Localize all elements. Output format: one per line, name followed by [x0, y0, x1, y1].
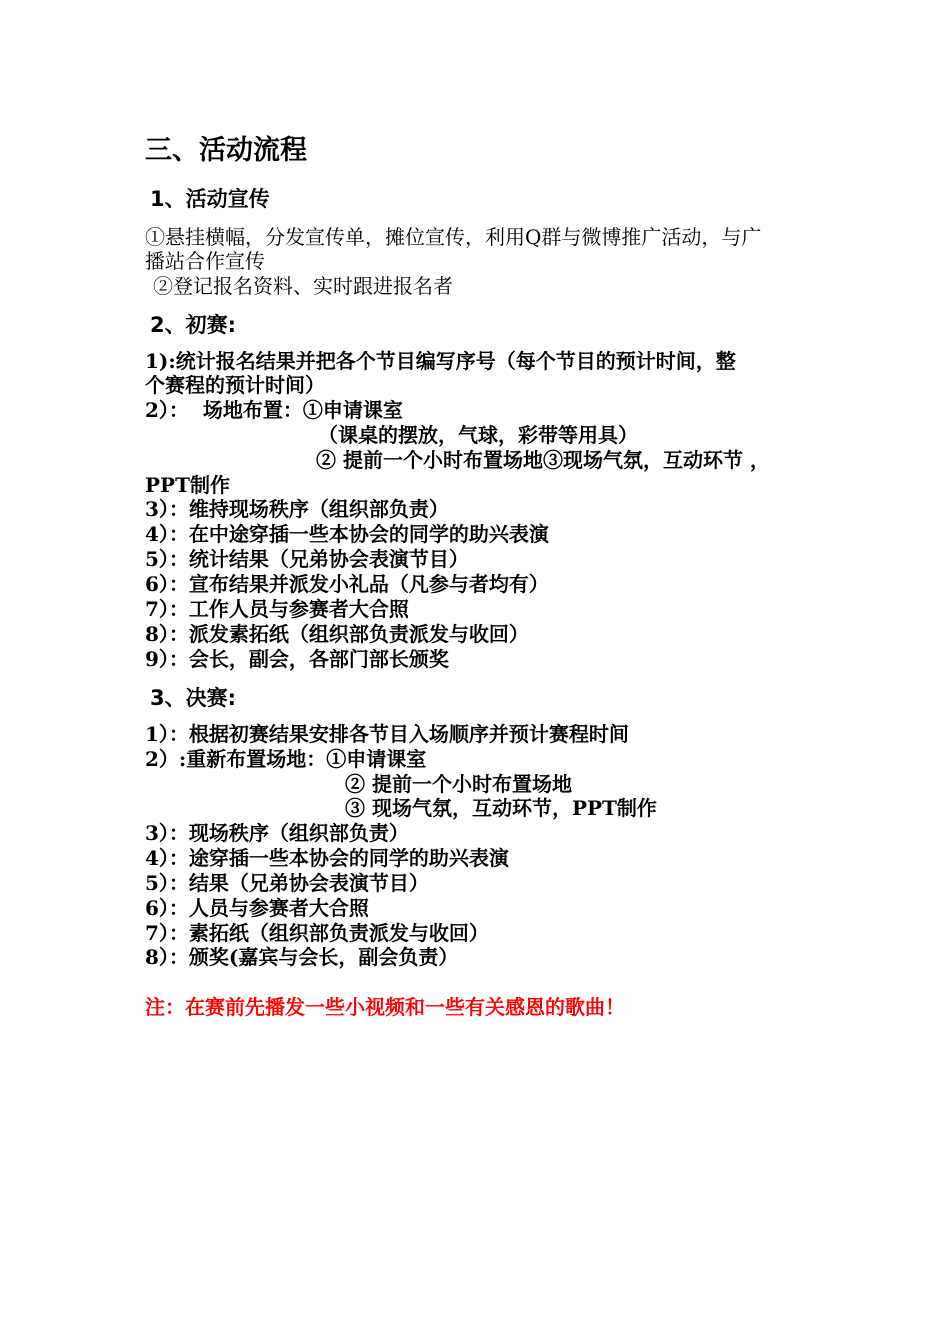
preliminary-item: 9）：会长，副会，各部门部长颁奖	[145, 647, 449, 671]
preliminary-item: ② 提前一个小时布置场地③现场气氛，互动环节 ，	[316, 448, 770, 472]
final-item: ③ 现场气氛，互动环节，PPT制作	[345, 796, 657, 820]
note-text: 注：在赛前先播发一些小视频和一些有关感恩的歌曲！	[145, 995, 625, 1019]
preliminary-item: 个赛程的预计时间）	[145, 373, 325, 397]
publicity-line-2: 播站合作宣传	[145, 249, 265, 273]
final-item: 3）：现场秩序（组织部负责）	[145, 821, 409, 845]
final-item: 2）:重新布置场地：①申请课室	[145, 747, 427, 771]
preliminary-item: PPT制作	[145, 473, 230, 497]
preliminary-item: 5）：统计结果（兄弟协会表演节目）	[145, 547, 469, 571]
final-item: 4）：途穿插一些本协会的同学的助兴表演	[145, 846, 509, 870]
preliminary-item: （课桌的摆放，气球，彩带等用具）	[318, 423, 638, 447]
final-item: 7）：素拓纸（组织部负责派发与收回）	[145, 921, 489, 945]
final-heading: 3、决赛:	[150, 686, 237, 710]
publicity-heading: 1、活动宣传	[150, 187, 270, 211]
publicity-line-3: ②登记报名资料、实时跟进报名者	[153, 274, 453, 298]
preliminary-item: 7）：工作人员与参赛者大合照	[145, 597, 409, 621]
preliminary-item: 6）：宣布结果并派发小礼品（凡参与者均有）	[145, 572, 549, 596]
final-item: ② 提前一个小时布置场地	[345, 772, 572, 796]
preliminary-item: 3）：维持现场秩序（组织部负责）	[145, 497, 449, 521]
preliminary-heading: 2、初赛:	[150, 313, 237, 337]
final-item: 8）：颁奖(嘉宾与会长，副会负责）	[145, 945, 459, 969]
preliminary-item: 2）： 场地布置：①申请课室	[145, 398, 403, 422]
preliminary-item: 4）：在中途穿插一些本协会的同学的助兴表演	[145, 522, 549, 546]
section-title: 三、活动流程	[145, 135, 307, 166]
publicity-line-1: ①悬挂横幅，分发宣传单，摊位宣传，利用Q群与微博推广活动，与广	[145, 225, 762, 249]
final-item: 6）：人员与参赛者大合照	[145, 896, 369, 920]
final-item: 5）：结果（兄弟协会表演节目）	[145, 871, 429, 895]
preliminary-item: 1):统计报名结果并把各个节目编写序号（每个节目的预计时间，整	[145, 349, 736, 373]
preliminary-item: 8）：派发素拓纸（组织部负责派发与收回）	[145, 622, 529, 646]
final-item: 1）：根据初赛结果安排各节目入场顺序并预计赛程时间	[145, 722, 629, 746]
